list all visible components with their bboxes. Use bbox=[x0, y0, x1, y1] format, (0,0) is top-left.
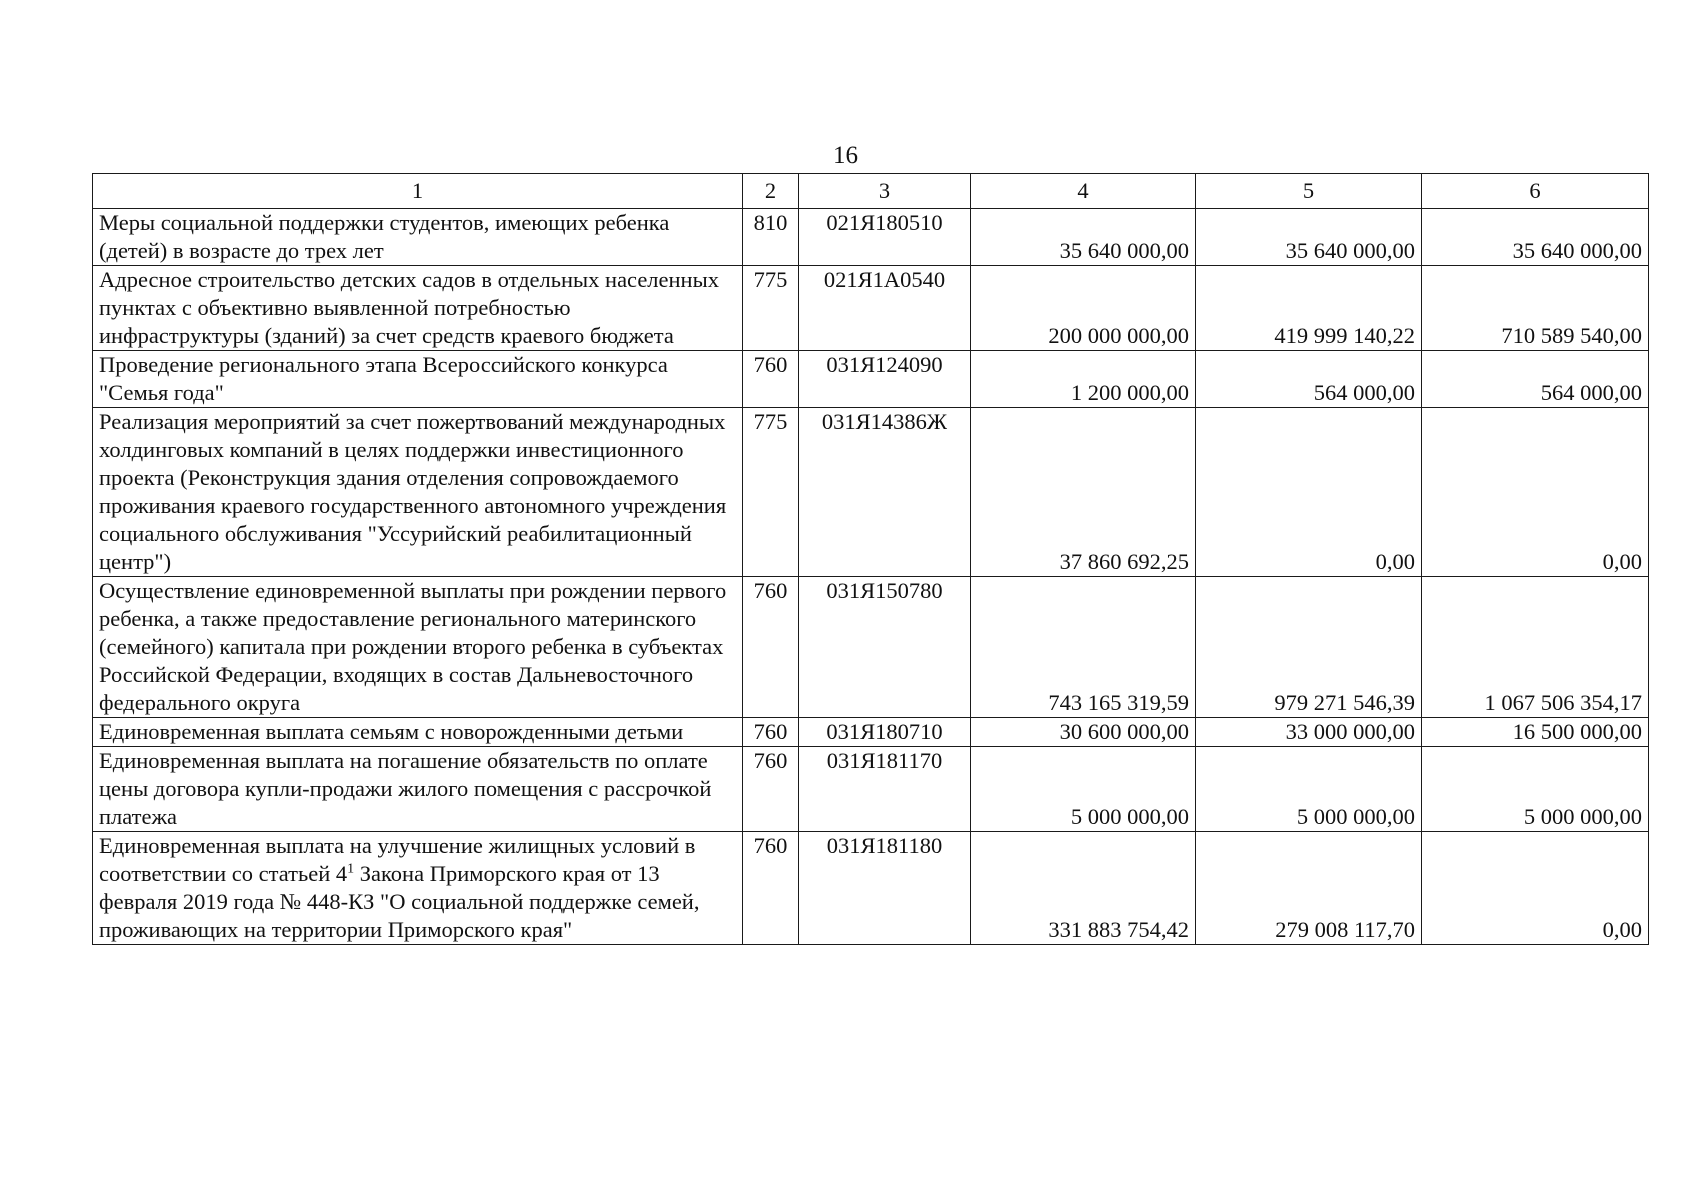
row-code: 760 bbox=[743, 351, 799, 408]
row-amount-5: 0,00 bbox=[1196, 408, 1422, 577]
table-header-row bbox=[93, 174, 1649, 209]
row-target: 031Я180710 bbox=[799, 718, 971, 747]
row-name: Осуществление единовременной выплаты при рождении первого ребенка, а также предоставление регионального материнского (семейного) капитала при рождении второго ребенка в субъектах Российской Федерации, входящих в состав Дальневосточного федерального округа bbox=[93, 577, 743, 718]
row-code: 760 bbox=[743, 832, 799, 945]
row-amount-5: 279 008 117,70 bbox=[1196, 832, 1422, 945]
row-amount-6: 16 500 000,00 bbox=[1422, 718, 1649, 747]
row-name: Проведение регионального этапа Всероссийского конкурса "Семья года" bbox=[93, 351, 743, 408]
row-amount-5: 564 000,00 bbox=[1196, 351, 1422, 408]
row-amount-4: 37 860 692,25 bbox=[971, 408, 1196, 577]
row-amount-4: 331 883 754,42 bbox=[971, 832, 1196, 945]
page-number: 16 bbox=[833, 142, 858, 169]
row-name-part2: Закона Приморского края от 13 февраля 2019 года № 448-КЗ "О социальной поддержке семей, проживающих на территории Приморского края" bbox=[99, 861, 700, 942]
row-amount-5: 35 640 000,00 bbox=[1196, 209, 1422, 266]
row-name-part1: Единовременная выплата на улучшение жилищных условий в соответствии со статьей 4 bbox=[99, 833, 696, 886]
row-amount-4: 30 600 000,00 bbox=[971, 718, 1196, 747]
row-amount-5: 419 999 140,22 bbox=[1196, 266, 1422, 351]
row-code: 810 bbox=[743, 209, 799, 266]
header-cell: 4 bbox=[971, 174, 1196, 209]
row-target: 031Я181180 bbox=[799, 832, 971, 945]
row-amount-6: 564 000,00 bbox=[1422, 351, 1649, 408]
header-cell: 1 bbox=[93, 174, 743, 209]
row-amount-6: 1 067 506 354,17 bbox=[1422, 577, 1649, 718]
table-row bbox=[93, 747, 1649, 832]
table-row bbox=[93, 577, 1649, 718]
header-cell: 3 bbox=[799, 174, 971, 209]
row-amount-6: 710 589 540,00 bbox=[1422, 266, 1649, 351]
row-amount-6: 0,00 bbox=[1422, 832, 1649, 945]
row-target: 031Я14386Ж bbox=[799, 408, 971, 577]
row-code: 760 bbox=[743, 718, 799, 747]
row-name: Единовременная выплата семьям с новорожденными детьми bbox=[93, 718, 743, 747]
row-amount-4: 5 000 000,00 bbox=[971, 747, 1196, 832]
row-code: 760 bbox=[743, 747, 799, 832]
row-amount-6: 5 000 000,00 bbox=[1422, 747, 1649, 832]
budget-table bbox=[92, 173, 1649, 945]
header-cell: 2 bbox=[743, 174, 799, 209]
row-amount-5: 5 000 000,00 bbox=[1196, 747, 1422, 832]
table-row bbox=[93, 266, 1649, 351]
row-name-superscript: 1 bbox=[347, 861, 355, 877]
row-name: Адресное строительство детских садов в отдельных населенных пунктах с объективно выявленной потребностью инфраструктуры (зданий) за счет средств краевого бюджета bbox=[93, 266, 743, 351]
table-row bbox=[93, 351, 1649, 408]
row-amount-5: 33 000 000,00 bbox=[1196, 718, 1422, 747]
row-code: 775 bbox=[743, 266, 799, 351]
header-cell: 6 bbox=[1422, 174, 1649, 209]
row-target: 021Я1А0540 bbox=[799, 266, 971, 351]
row-amount-4: 200 000 000,00 bbox=[971, 266, 1196, 351]
row-amount-6: 35 640 000,00 bbox=[1422, 209, 1649, 266]
row-amount-6: 0,00 bbox=[1422, 408, 1649, 577]
row-name: Реализация мероприятий за счет пожертвований международных холдинговых компаний в целях поддержки инвестиционного проекта (Реконструкция здания отделения сопровождаемого проживания краевого государственного автономного учреждения социального обслуживания "Уссурийский реабилитационный центр") bbox=[93, 408, 743, 577]
row-name bbox=[93, 832, 743, 945]
row-name: Меры социальной поддержки студентов, имеющих ребенка (детей) в возрасте до трех лет bbox=[93, 209, 743, 266]
row-code: 760 bbox=[743, 577, 799, 718]
row-code: 775 bbox=[743, 408, 799, 577]
row-target: 031Я124090 bbox=[799, 351, 971, 408]
row-amount-5: 979 271 546,39 bbox=[1196, 577, 1422, 718]
table-row bbox=[93, 832, 1649, 945]
table-row bbox=[93, 408, 1649, 577]
row-amount-4: 1 200 000,00 bbox=[971, 351, 1196, 408]
header-cell: 5 bbox=[1196, 174, 1422, 209]
row-target: 031Я181170 bbox=[799, 747, 971, 832]
table-row bbox=[93, 718, 1649, 747]
row-target: 021Я180510 bbox=[799, 209, 971, 266]
row-amount-4: 743 165 319,59 bbox=[971, 577, 1196, 718]
row-amount-4: 35 640 000,00 bbox=[971, 209, 1196, 266]
row-name: Единовременная выплата на погашение обязательств по оплате цены договора купли-продажи жилого помещения с рассрочкой платежа bbox=[93, 747, 743, 832]
row-target: 031Я150780 bbox=[799, 577, 971, 718]
table-row bbox=[93, 209, 1649, 266]
